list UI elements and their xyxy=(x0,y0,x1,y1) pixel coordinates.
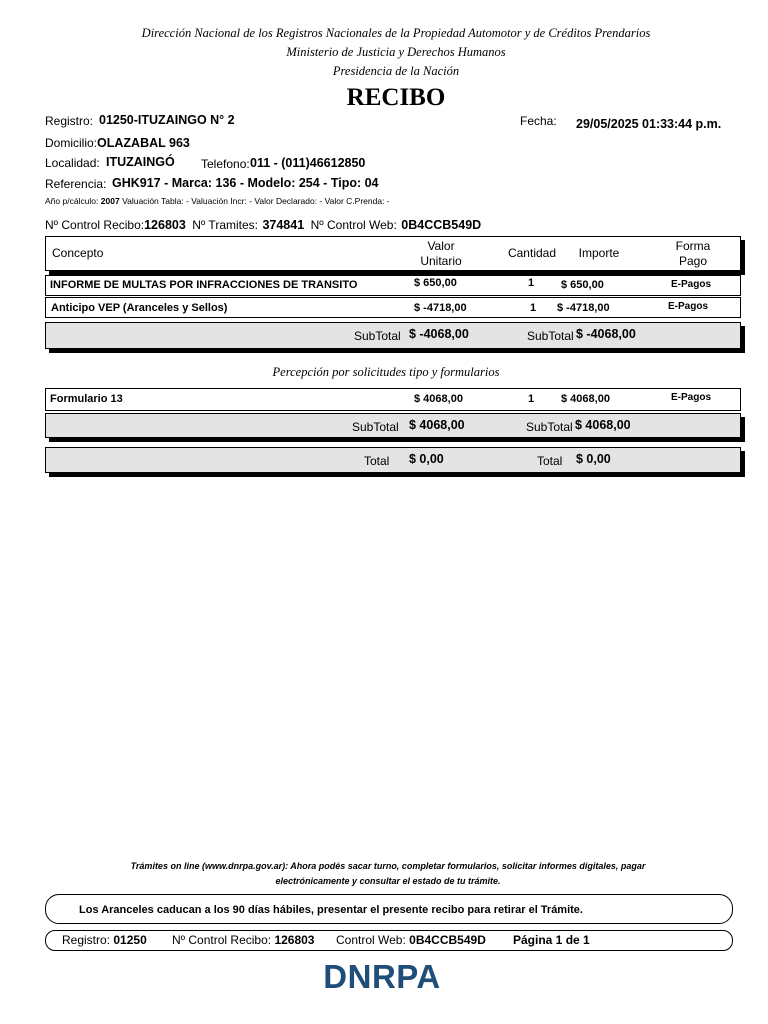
header-presidency: Presidencia de la Nación xyxy=(332,64,460,78)
row-forma: E-Pagos xyxy=(668,301,709,312)
footer-control-label: Nº Control Recibo: xyxy=(172,933,272,947)
subtotal-valor: $ -4068,00 xyxy=(409,327,469,341)
col-cantidad: Cantidad xyxy=(507,246,557,260)
footer-web-value: 0B4CCB549D xyxy=(409,933,486,947)
referencia-label: Referencia: xyxy=(45,177,107,191)
row-importe: $ 4068,00 xyxy=(561,393,610,405)
row-forma: E-Pagos xyxy=(671,392,712,403)
control-web-value: 0B4CCB549D xyxy=(401,218,482,232)
row-importe: $ -4718,00 xyxy=(557,302,610,314)
referencia-value: GHK917 - Marca: 136 - Modelo: 254 - Tipo: 04 xyxy=(112,176,379,190)
fecha-value: 29/05/2025 01:33:44 p.m. xyxy=(576,117,722,131)
col-valor-line1: Valor xyxy=(427,239,455,253)
domicilio-label: Domicilio: xyxy=(45,136,98,150)
col-forma-line1: Forma xyxy=(675,239,711,253)
subtotal-importe: $ 4068,00 xyxy=(575,418,631,432)
localidad-label: Localidad: xyxy=(45,156,100,170)
footer-control xyxy=(172,933,314,947)
total-importe: $ 0,00 xyxy=(576,452,611,466)
subtotal-label-2: SubTotal xyxy=(527,329,574,343)
expiry-notice-text: Los Aranceles caducan a los 90 días hábiles, presentar el presente recibo para retirar el Trámite. xyxy=(79,904,583,916)
percepcion-title: Percepción por solicitudes tipo y formularios xyxy=(272,365,500,379)
fecha-label: Fecha: xyxy=(520,114,557,128)
control-recibo-value: 126803 xyxy=(144,218,186,232)
calculo-year: 2007 xyxy=(100,196,120,206)
row-concepto: INFORME DE MULTAS POR INFRACCIONES DE TRANSITO xyxy=(50,279,358,291)
subtotal-label-2: SubTotal xyxy=(526,420,573,434)
subtotal-valor: $ 4068,00 xyxy=(409,418,465,432)
row-valor: $ -4718,00 xyxy=(414,302,467,314)
domicilio-row xyxy=(45,134,190,152)
col-valor-line2: Unitario xyxy=(420,254,462,268)
subtotal-importe: $ -4068,00 xyxy=(576,327,636,341)
subtotal-label: SubTotal xyxy=(354,329,401,343)
subtotal-row xyxy=(45,413,741,438)
row-concepto: Anticipo VEP (Aranceles y Sellos) xyxy=(51,302,228,314)
footer-registro xyxy=(62,933,147,947)
row-importe: $ 650,00 xyxy=(561,279,604,291)
footer-web-label: Control Web: xyxy=(336,933,406,947)
footer-control-value: 126803 xyxy=(274,933,315,947)
expiry-notice xyxy=(45,894,733,924)
control-row xyxy=(45,216,481,234)
footer-page: Página 1 de 1 xyxy=(513,933,590,947)
row-cantidad: 1 xyxy=(528,277,535,289)
control-web-label: Nº Control Web: xyxy=(310,218,397,232)
table-row xyxy=(45,388,741,411)
row-cantidad: 1 xyxy=(530,302,537,314)
col-forma-line2: Pago xyxy=(678,254,708,268)
footer-info-bar xyxy=(45,930,733,951)
header-agency: Dirección Nacional de los Registros Nacionales de la Propiedad Automotor y de Créditos Prendarios xyxy=(141,26,651,40)
row-concepto: Formulario 13 xyxy=(50,393,123,405)
footer-registro-value: 01250 xyxy=(113,933,147,947)
subtotal-label: SubTotal xyxy=(352,420,399,434)
header-ministry: Ministerio de Justicia y Derechos Humanos xyxy=(286,45,506,59)
row-valor: $ 650,00 xyxy=(414,277,457,289)
calculo-label: Año p/cálculo: xyxy=(45,196,99,206)
online-note-line2: electrónicamente y consultar el estado de tu trámite. xyxy=(275,876,501,886)
dnrpa-logo: DNRPA xyxy=(323,958,441,995)
calculo-details: Valuación Tabla: - Valuación Incr: - Valor Declarado: - Valor C.Prenda: - xyxy=(122,196,390,206)
page-title: RECIBO xyxy=(346,84,446,111)
col-forma-pago xyxy=(666,239,720,269)
row-forma: E-Pagos xyxy=(671,279,712,290)
calculo-row xyxy=(45,196,390,206)
footer-registro-label: Registro: xyxy=(62,933,111,947)
col-valor-unitario xyxy=(406,239,476,269)
tramites-value: 374841 xyxy=(262,218,305,232)
total-valor: $ 0,00 xyxy=(409,452,444,466)
telefono-value: 011 - (011)46612850 xyxy=(250,156,366,170)
control-recibo-label: Nº Control Recibo: xyxy=(45,218,145,232)
subtotal-row xyxy=(45,322,741,349)
footer-web xyxy=(336,933,486,947)
col-concepto: Concepto xyxy=(52,246,104,260)
localidad-value: ITUZAINGÓ xyxy=(106,155,175,169)
domicilio-value: OLAZABAL 963 xyxy=(97,136,190,150)
table-row xyxy=(45,275,741,296)
row-valor: $ 4068,00 xyxy=(414,393,463,405)
total-row xyxy=(45,447,741,473)
total-label: Total xyxy=(364,454,390,468)
total-label-2: Total xyxy=(537,454,563,468)
tramites-label: Nº Tramites: xyxy=(192,218,258,232)
telefono-label: Telefono: xyxy=(201,157,250,171)
col-importe: Importe xyxy=(578,246,620,260)
table-row xyxy=(45,297,741,318)
row-cantidad: 1 xyxy=(528,393,535,405)
registro-value: 01250-ITUZAINGO N° 2 xyxy=(99,113,235,127)
online-note-line1: Trámites on line (www.dnrpa.gov.ar): Ahora podés sacar turno, completar formularios, solicitar informes digitales, pagar xyxy=(130,861,646,871)
table-header xyxy=(45,236,741,271)
registro-label: Registro: xyxy=(45,114,94,128)
